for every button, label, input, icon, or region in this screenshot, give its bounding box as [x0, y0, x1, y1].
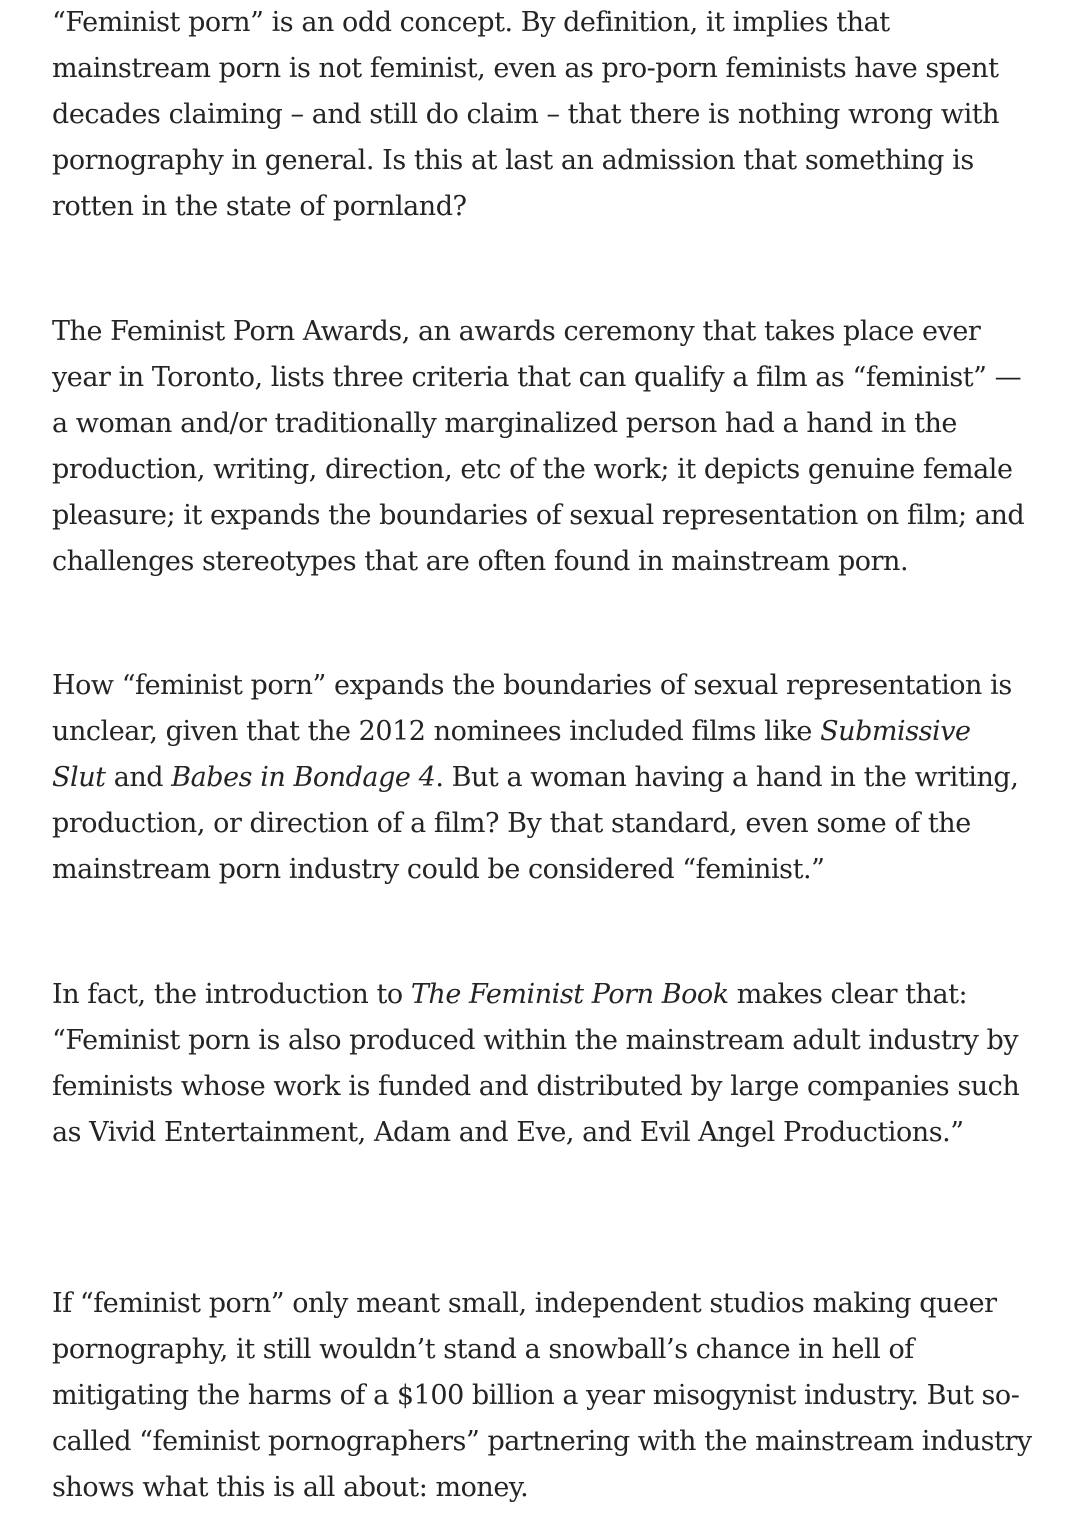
paragraph-1: “Feminist porn” is an odd concept. By definition, it implies that mainstream porn is not feminist, even as pro-porn feminists have spent decades claiming – and still do claim – that there is nothing wrong with pornography in general. Is this at last an admission that something is rotten in the state of pornland?	[52, 7, 1000, 222]
paragraph-2: The Feminist Porn Awards, an awards ceremony that takes place ever year in Toronto, lists three criteria that can qualify a film as “feminist” — a woman and/or traditionally marginalized person had a hand in the production, writing, direction, etc of the work; it depicts genuine female pleasure; it expands the boundaries of sexual representation on film; and challenges stereotypes that are often found in mainstream porn.	[52, 316, 1025, 577]
paragraph-3-text-a: How “feminist porn” expands the boundaries of sexual representation is unclear, given that the 2012 nominees included films like	[52, 670, 1012, 747]
paragraph-3-text-b: and	[105, 762, 172, 793]
paragraph-4-text-b: makes clear that: “Feminist porn is also produced within the mainstream adult industry by feminists whose work is funded and distributed by large companies such as Vivid Entertainment, Adam and Eve, and Evil Angel Productions.”	[52, 979, 1020, 1148]
paragraph-3-text-c: . But a woman having a hand in the writing, production, or direction of a film? By that standard, even some of the mainstream porn industry could be considered “feminist.”	[52, 762, 1019, 885]
paragraph-5: If “feminist porn” only meant small, independent studios making queer pornography, it still wouldn’t stand a snowball’s chance in hell of mitigating the harms of a $100 billion a year misogynist industry. But so-called “feminist pornographers” partnering with the mainstream industry shows what this is all about: money.	[52, 1288, 1032, 1503]
paragraph-3	[52, 663, 1032, 893]
film-title-submissive-slut: Submissive Slut	[52, 716, 971, 793]
book-title-feminist-porn-book: The Feminist Porn Book	[410, 979, 729, 1010]
film-title-babes-in-bondage: Babes in Bondage 4	[171, 762, 436, 793]
paragraph-4-text-a: In fact, the introduction to	[52, 979, 411, 1010]
paragraph-4	[52, 972, 1032, 1156]
